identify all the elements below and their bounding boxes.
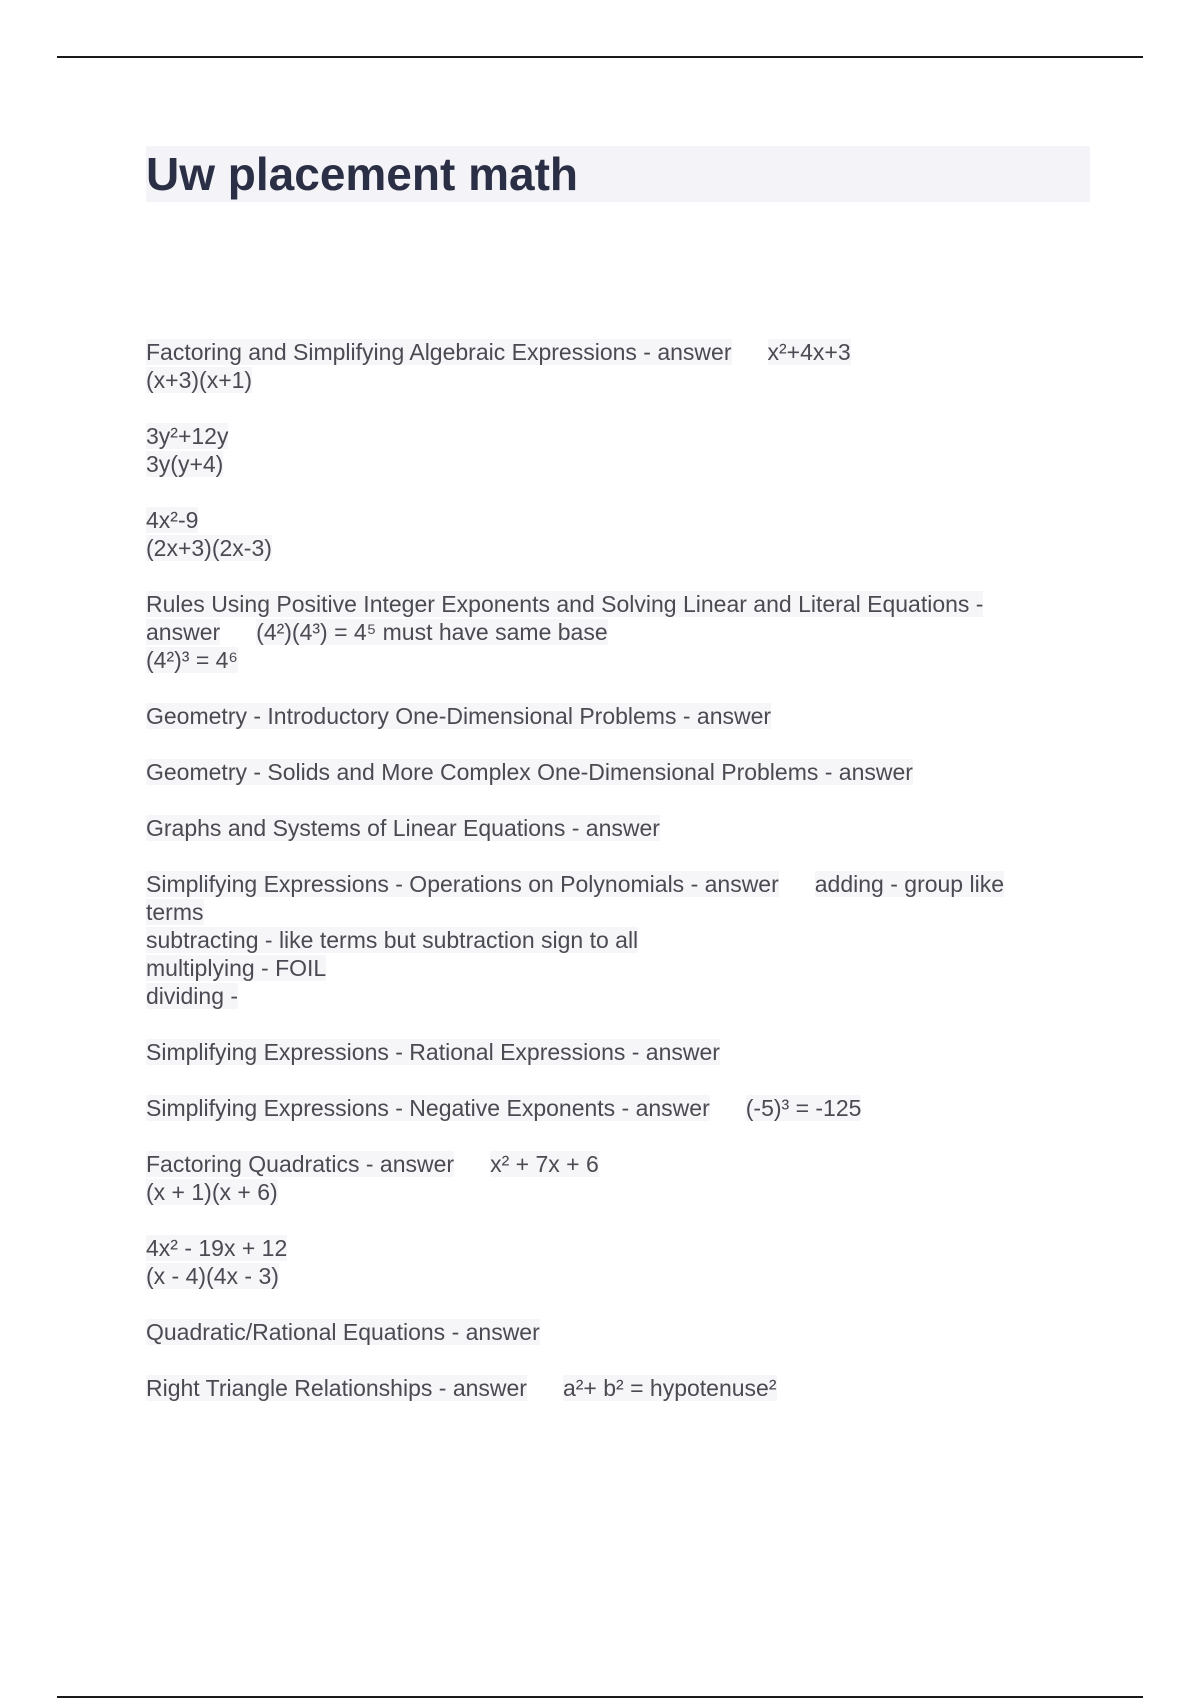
question-text: answer bbox=[146, 619, 221, 645]
flashcard-line bbox=[146, 702, 1066, 730]
page-title: Uw placement math bbox=[146, 148, 578, 200]
answer-text: multiplying - FOIL bbox=[146, 955, 327, 981]
question-text: Simplifying Expressions - Negative Exponents - answer bbox=[146, 1095, 710, 1121]
answer-text: a²+ b² = hypotenuse² bbox=[562, 1375, 777, 1401]
flashcard-line bbox=[146, 1374, 1066, 1402]
answer-text: subtracting - like terms but subtraction sign to all bbox=[146, 927, 639, 953]
answer-text: 3y²+12y bbox=[146, 423, 229, 449]
answer-text: Quadratic/Rational Equations - answer bbox=[146, 1319, 540, 1345]
bottom-rule bbox=[57, 1696, 1143, 1698]
flashcard-item bbox=[146, 1094, 1066, 1122]
flashcard-line bbox=[146, 982, 1066, 1010]
question-text: Factoring Quadratics - answer bbox=[146, 1151, 455, 1177]
question-text: Factoring and Simplifying Algebraic Expressions - answer bbox=[146, 339, 732, 365]
flashcard-line bbox=[146, 422, 1066, 450]
answer-text: adding - group like bbox=[814, 871, 1004, 897]
flashcard-item bbox=[146, 1318, 1066, 1346]
answer-text: Geometry - Introductory One-Dimensional Problems - answer bbox=[146, 703, 772, 729]
answer-text: terms bbox=[146, 899, 204, 925]
answer-text: (-5)³ = -125 bbox=[745, 1095, 862, 1121]
answer-text: x² + 7x + 6 bbox=[490, 1151, 599, 1177]
flashcard-line bbox=[146, 1150, 1066, 1178]
flashcard-line bbox=[146, 1178, 1066, 1206]
flashcard-item bbox=[146, 870, 1066, 1010]
answer-text: Geometry - Solids and More Complex One-Dimensional Problems - answer bbox=[146, 759, 913, 785]
flashcard-line bbox=[146, 898, 1066, 926]
answer-text: 4x² - 19x + 12 bbox=[146, 1235, 288, 1261]
answer-text: Rules Using Positive Integer Exponents and Solving Linear and Literal Equations - bbox=[146, 591, 984, 617]
flashcard-line bbox=[146, 1094, 1066, 1122]
answer-text: dividing - bbox=[146, 983, 239, 1009]
answer-text: (4²)(4³) = 4⁵ must have same base bbox=[256, 619, 608, 645]
answer-text: (x - 4)(4x - 3) bbox=[146, 1263, 279, 1289]
flashcard-item bbox=[146, 590, 1066, 674]
flashcard-line bbox=[146, 646, 1066, 674]
flashcard-line bbox=[146, 1318, 1066, 1346]
flashcard-item bbox=[146, 338, 1066, 394]
answer-text: 4x²-9 bbox=[146, 507, 199, 533]
flashcard-list bbox=[146, 338, 1066, 1430]
flashcard-item bbox=[146, 506, 1066, 562]
flashcard-line bbox=[146, 1038, 1066, 1066]
answer-text: 3y(y+4) bbox=[146, 451, 224, 477]
answer-text: (x+3)(x+1) bbox=[146, 367, 253, 393]
flashcard-line bbox=[146, 1262, 1066, 1290]
answer-text: (4²)³ = 4⁶ bbox=[146, 647, 238, 673]
flashcard-item bbox=[146, 758, 1066, 786]
flashcard-line bbox=[146, 534, 1066, 562]
flashcard-line bbox=[146, 450, 1066, 478]
flashcard-item bbox=[146, 1234, 1066, 1290]
flashcard-line bbox=[146, 506, 1066, 534]
answer-text: (x + 1)(x + 6) bbox=[146, 1179, 278, 1205]
flashcard-item bbox=[146, 422, 1066, 478]
answer-text: Simplifying Expressions - Rational Expressions - answer bbox=[146, 1039, 720, 1065]
question-text: Right Triangle Relationships - answer bbox=[146, 1375, 527, 1401]
flashcard-line bbox=[146, 1234, 1066, 1262]
flashcard-line bbox=[146, 338, 1066, 366]
top-rule bbox=[57, 56, 1143, 58]
flashcard-line bbox=[146, 366, 1066, 394]
flashcard-item bbox=[146, 1038, 1066, 1066]
flashcard-line bbox=[146, 618, 1066, 646]
answer-text: x²+4x+3 bbox=[767, 339, 851, 365]
flashcard-item bbox=[146, 1374, 1066, 1402]
answer-text: (2x+3)(2x-3) bbox=[146, 535, 272, 561]
flashcard-item bbox=[146, 702, 1066, 730]
question-text: Simplifying Expressions - Operations on Polynomials - answer bbox=[146, 871, 779, 897]
flashcard-item bbox=[146, 1150, 1066, 1206]
flashcard-line bbox=[146, 590, 1066, 618]
answer-text: Graphs and Systems of Linear Equations - answer bbox=[146, 815, 660, 841]
flashcard-line bbox=[146, 954, 1066, 982]
flashcard-line bbox=[146, 814, 1066, 842]
flashcard-line bbox=[146, 926, 1066, 954]
flashcard-item bbox=[146, 814, 1066, 842]
flashcard-line bbox=[146, 870, 1066, 898]
flashcard-line bbox=[146, 758, 1066, 786]
